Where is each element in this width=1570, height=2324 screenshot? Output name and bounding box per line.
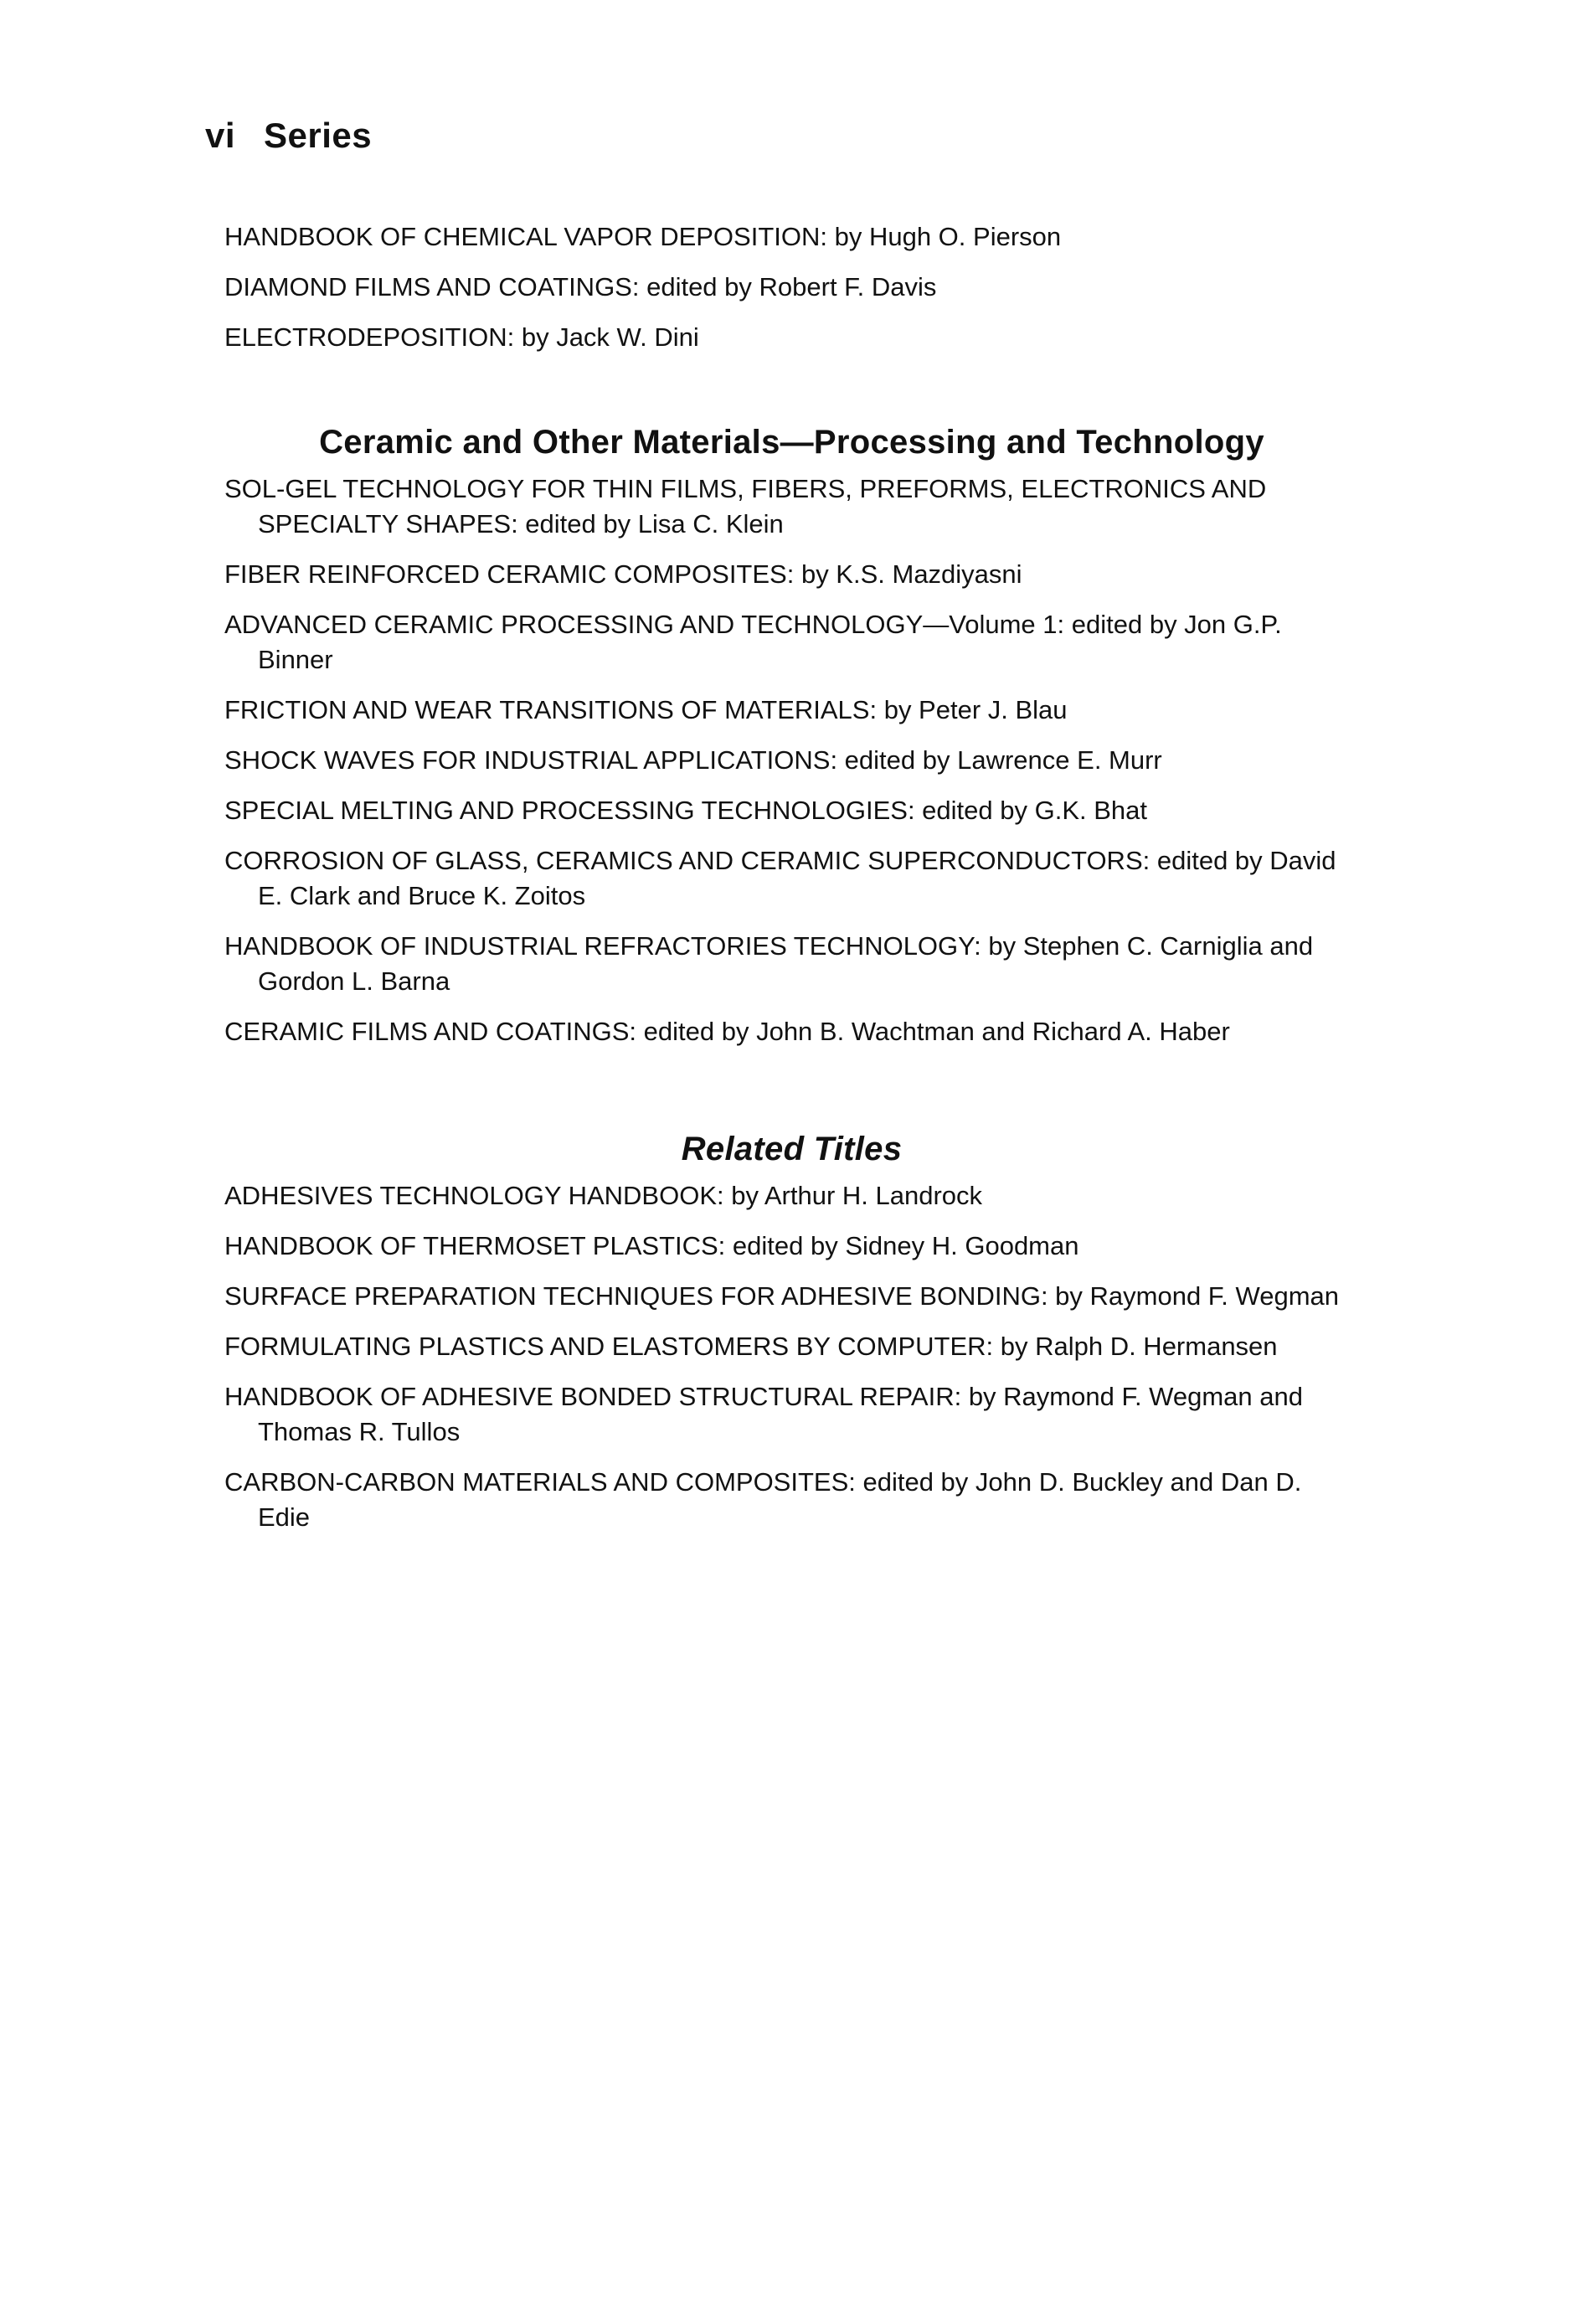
list-item: CORROSION OF GLASS, CERAMICS AND CERAMIC SUPERCONDUCTORS: edited by David E. Clark and Bruce K. Zoitos — [224, 846, 1336, 910]
list-item: SURFACE PREPARATION TECHNIQUES FOR ADHESIVE BONDING: by Raymond F. Wegman — [224, 1281, 1340, 1311]
list-item: SOL-GEL TECHNOLOGY FOR THIN FILMS, FIBERS, PREFORMS, ELECTRONICS AND SPECIALTY SHAPES: edited by Lisa C. Klein — [224, 474, 1267, 538]
list-item: FORMULATING PLASTICS AND ELASTOMERS BY COMPUTER: by Ralph D. Hermansen — [224, 1332, 1278, 1361]
page-number: vi — [205, 116, 236, 155]
list-item: HANDBOOK OF CHEMICAL VAPOR DEPOSITION: by Hugh O. Pierson — [224, 222, 1062, 251]
section-heading: Ceramic and Other Materials—Processing and Technology — [319, 424, 1264, 461]
running-head-title: Series — [264, 116, 373, 155]
list-item: CERAMIC FILMS AND COATINGS: edited by John B. Wachtman and Richard A. Haber — [224, 1017, 1230, 1046]
list-item: FIBER REINFORCED CERAMIC COMPOSITES: by K.S. Mazdiyasni — [224, 559, 1022, 589]
list-item: SHOCK WAVES FOR INDUSTRIAL APPLICATIONS: edited by Lawrence E. Murr — [224, 745, 1162, 775]
list-item: SPECIAL MELTING AND PROCESSING TECHNOLOGIES: edited by G.K. Bhat — [224, 796, 1147, 825]
list-item: ADVANCED CERAMIC PROCESSING AND TECHNOLOGY—Volume 1: edited by Jon G.P. Binner — [224, 610, 1282, 674]
section-heading: Related Titles — [681, 1131, 903, 1167]
ceramic-section — [224, 424, 1359, 1049]
running-head — [205, 116, 372, 156]
list-item: ADHESIVES TECHNOLOGY HANDBOOK: by Arthur H. Landrock — [224, 1181, 983, 1210]
series-top-list — [224, 219, 1359, 355]
list-item: HANDBOOK OF INDUSTRIAL REFRACTORIES TECHNOLOGY: by Stephen C. Carniglia and Gordon L. Barna — [224, 931, 1314, 996]
list-item: FRICTION AND WEAR TRANSITIONS OF MATERIALS: by Peter J. Blau — [224, 695, 1068, 724]
list-item: HANDBOOK OF THERMOSET PLASTICS: edited by Sidney H. Goodman — [224, 1231, 1079, 1260]
list-item: DIAMOND FILMS AND COATINGS: edited by Robert F. Davis — [224, 272, 937, 301]
list-item: ELECTRODEPOSITION: by Jack W. Dini — [224, 322, 699, 352]
list-item: CARBON-CARBON MATERIALS AND COMPOSITES: edited by John D. Buckley and Dan D. Edie — [224, 1467, 1302, 1532]
list-item: HANDBOOK OF ADHESIVE BONDED STRUCTURAL REPAIR: by Raymond F. Wegman and Thomas R. Tullos — [224, 1382, 1303, 1446]
related-section — [224, 1131, 1359, 1535]
